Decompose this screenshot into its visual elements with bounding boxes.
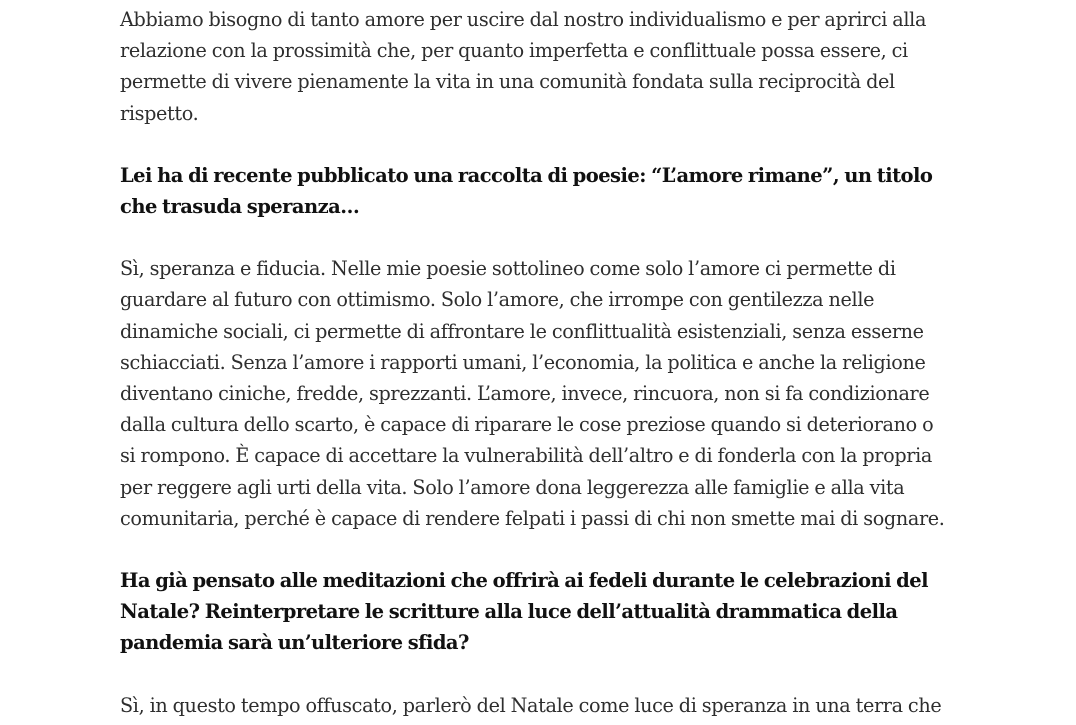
answer-paragraph-2: Sì, speranza e fiducia. Nelle mie poesie sottolineo come solo l’amore ci permette di guardare al futuro con ottimismo. Solo l’amore, che irrompe con gentilezza nelle dinamiche sociali, ci permette di affrontare le conflittualità esistenziali, senza esserne schiacciati. Senza l’amore i rapporti umani, l’economia, la politica e anche la religione diventano ciniche, fredde, sprezzanti. L’amore, invece, rincuora, non si fa condizionare dalla cultura dello scarto, è capace di riparare le cose preziose quando si deteriorano o si rompono. È capace di accettare la vulnerabilità dell’altro e di fonderla con la propria per reggere agli urti della vita. Solo l’amore dona leggerezza alle famiglie e alla vita comunitaria, perché è capace di rendere felpati i passi di chi non smette mai di sognare. [120, 257, 945, 530]
paragraph-spacer [120, 534, 950, 565]
answer-paragraph-1: Abbiamo bisogno di tanto amore per uscire dal nostro individualismo e per aprirci alla relazione con la prossimità che, per quanto imperfetta e conflittuale possa essere, ci permette di vivere pienamente la vita in una comunità fondata sulla reciprocità del rispetto. [120, 8, 927, 125]
paragraph-spacer [120, 129, 950, 160]
paragraph-spacer [120, 659, 950, 690]
interview-question-1: Lei ha di recente pubblicato una raccolta di poesie: “L’amore rimane”, un titolo che trasuda speranza… [120, 163, 933, 219]
paragraph-spacer [120, 222, 950, 253]
interview-question-2: Ha già pensato alle meditazioni che offrirà ai fedeli durante le celebrazioni del Natale? Reinterpretare le scritture alla luce dell’attualità drammatica della pandemia sarà un’ulteriore sfida? [120, 569, 928, 655]
answer-paragraph-3: Sì, in questo tempo offuscato, parlerò del Natale come luce di speranza in una terra che [120, 693, 942, 717]
article-body [120, 4, 950, 721]
